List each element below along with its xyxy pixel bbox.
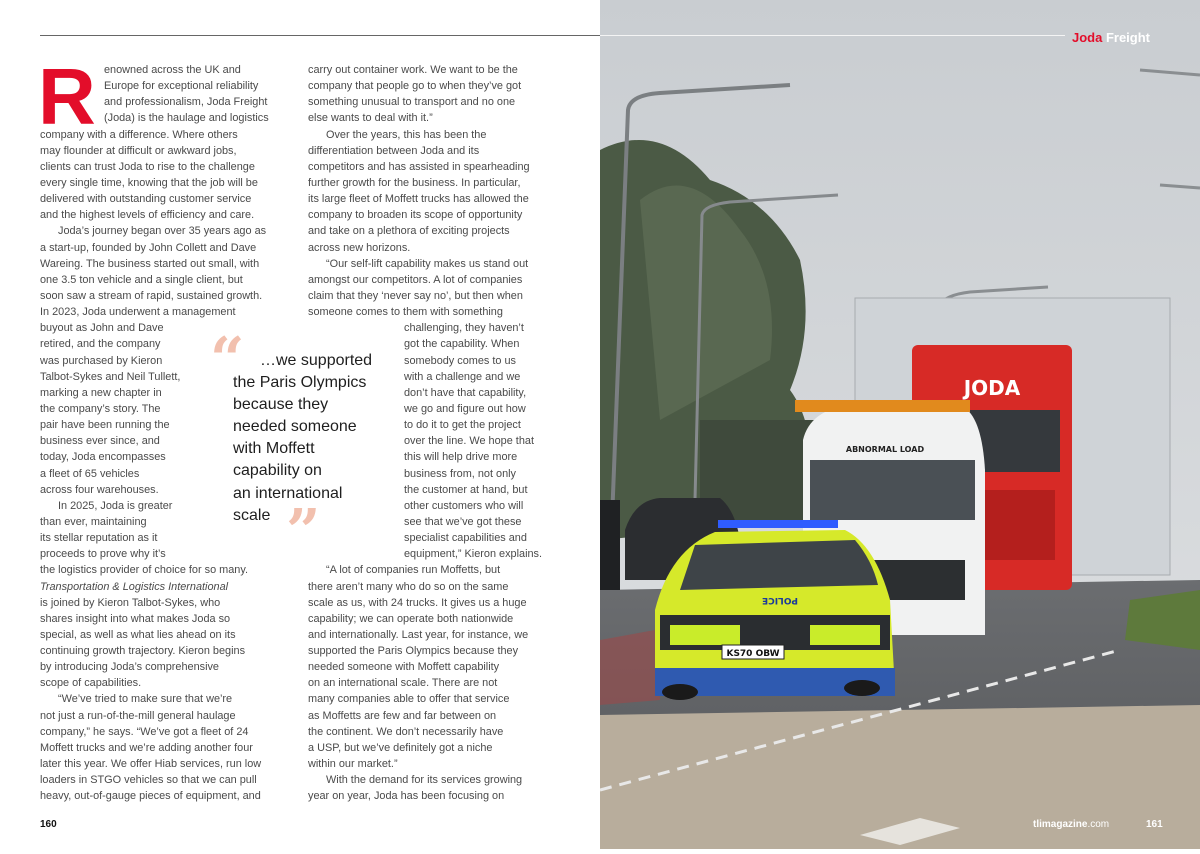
quote-line: because they — [233, 396, 329, 414]
text-line: further growth for the business. In particular, — [308, 176, 521, 189]
text-line: equipment,” Kieron explains. — [404, 548, 543, 561]
text-line: the continent. We don’t necessarily have — [308, 725, 504, 738]
text-line: with a challenge and we — [404, 370, 521, 383]
text-line: many companies able to offer that service — [308, 693, 510, 706]
text-line: special, as well as what lies ahead on its — [40, 628, 236, 641]
text-line: enowned across the UK and — [104, 64, 241, 76]
text-line: else wants to deal with it.” — [308, 112, 433, 125]
text-line: business ever since, and — [40, 435, 160, 448]
text-line: across new horizons. — [308, 241, 411, 254]
hero-photo — [600, 0, 1200, 849]
text-line: “A lot of companies run Moffetts, but — [326, 564, 501, 577]
text-line: within our market.” — [308, 758, 398, 771]
quote-line: with Moffett — [233, 440, 315, 458]
brand-freight: Freight — [1102, 30, 1151, 45]
text-line: pair have been running the — [40, 419, 170, 432]
text-line: the company’s story. The — [40, 402, 161, 415]
text-line: business from, not only — [404, 467, 516, 480]
page-number-left: 160 — [40, 819, 57, 830]
text-line: year on year, Joda has been focusing on — [308, 790, 505, 803]
text-line: differentiation between Joda and its — [308, 144, 480, 157]
header-rule-right — [600, 35, 1065, 36]
police-label: POLICE — [761, 595, 799, 605]
van-sign: ABNORMAL LOAD — [845, 445, 925, 454]
text-line: needed someone with Moffett capability — [308, 661, 500, 674]
text-line: retired, and the company — [40, 338, 161, 351]
close-quote-icon: ” — [286, 497, 321, 567]
text-line: the customer at hand, but — [404, 483, 528, 496]
text-line: don’t have that capability, — [404, 386, 527, 399]
text-line: to do it to get the project — [404, 419, 521, 432]
text-line: With the demand for its services growing — [326, 774, 523, 787]
text-line: a USP, but we’ve definitely got a niche — [308, 741, 493, 754]
text-line: shares insight into what makes Joda so — [40, 612, 231, 625]
site-name: tlimagazine — [1033, 819, 1088, 830]
text-line: is joined by Kieron Talbot-Sykes, who — [40, 596, 221, 609]
text-line: Joda’s journey began over 35 years ago as — [58, 225, 267, 238]
text-line: heavy, out-of-gauge pieces of equipment, and — [40, 790, 261, 803]
text-line: loaders in STGO vehicles so that we can pull — [40, 774, 257, 787]
text-line: this will help drive more — [404, 451, 518, 464]
text-line: Moffett trucks and we’re adding another four — [40, 741, 253, 754]
open-quote-icon: “ — [210, 325, 245, 395]
page-number-right: 161 — [1146, 819, 1163, 830]
text-line: company to broaden its scope of opportunity — [308, 209, 523, 222]
text-line: a fleet of 65 vehicles — [40, 467, 140, 480]
quote-line: the Paris Olympics — [233, 374, 367, 392]
text-line: somebody comes to us — [404, 354, 516, 367]
text-line: specialist capabilities and — [404, 532, 527, 545]
text-line: its stellar reputation as it — [40, 532, 158, 545]
text-line: company,” he says. “We’ve got a fleet of 24 — [40, 725, 249, 738]
text-line: competitors and has assisted in spearheading — [308, 160, 530, 173]
drop-cap: R — [38, 64, 96, 130]
text-line: claim that they ‘never say no’, but then when — [308, 289, 523, 302]
text-line: than ever, maintaining — [40, 515, 147, 528]
text-line: Wareing. The business started out small, with — [40, 257, 260, 270]
header-rule — [40, 35, 600, 36]
text-line: not just a run-of-the-mill general haulage — [40, 709, 236, 722]
text-line: “Our self-lift capability makes us stand out — [326, 257, 529, 270]
text-line: marking a new chapter in — [40, 386, 162, 399]
text-line: there aren’t many who do so on the same — [308, 580, 509, 593]
text-line: other customers who will — [404, 499, 524, 512]
text-line: something unusual to transport and no one — [308, 96, 516, 109]
quote-line: …we supported — [260, 352, 373, 369]
text-line: and take on a plethora of exciting projects — [308, 225, 510, 238]
text-line: on an international scale. There are not — [308, 677, 498, 690]
text-line: continuing growth trajectory. Kieron begins — [40, 645, 246, 658]
text-line: In 2023, Joda underwent a management — [40, 306, 236, 319]
text-line: a start-up, founded by John Collett and Dave — [40, 241, 257, 254]
text-line: (Joda) is the haulage and logistics — [104, 112, 269, 125]
text-line: and the highest levels of efficiency and care. — [40, 209, 255, 222]
text-line: and professionalism, Joda Freight — [104, 96, 268, 109]
text-line: its large fleet of Moffett trucks has allowed the — [308, 193, 529, 206]
text-line: someone comes to them with something — [308, 306, 503, 319]
text-line: got the capability. When — [404, 338, 520, 351]
text-line: In 2025, Joda is greater — [58, 499, 173, 512]
text-line: scale as us, with 24 trucks. It gives us a huge — [308, 596, 527, 609]
text-line: Transportation & Logistics International — [40, 580, 229, 593]
text-line: Europe for exceptional reliability — [104, 80, 259, 93]
section-brand — [1072, 30, 1150, 45]
text-line: clients can trust Joda to rise to the challenge — [40, 160, 255, 173]
quote-line: needed someone — [233, 418, 357, 436]
text-line: the logistics provider of choice for so many. — [40, 564, 249, 577]
text-line: scope of capabilities. — [40, 677, 142, 690]
quote-line: capability on — [233, 462, 322, 480]
text-line: supported the Paris Olympics because they — [308, 645, 519, 658]
text-line: capability; we can operate both nationwide — [308, 612, 514, 625]
text-line: and internationally. Last year, for instance, we — [308, 628, 529, 641]
text-line: over the line. We hope that — [404, 435, 534, 448]
text-line: Talbot-Sykes and Neil Tullett, — [40, 370, 181, 383]
text-line: every single time, knowing that the job will be — [40, 176, 258, 189]
text-line: across four warehouses. — [40, 483, 159, 496]
text-line: later this year. We offer Hiab services, run low — [40, 758, 262, 771]
text-line: soon saw a stream of rapid, sustained growth. — [40, 289, 263, 302]
text-line: as Moffetts are few and far between on — [308, 709, 497, 722]
truck-logo: JODA — [963, 376, 1021, 400]
text-line: “We’ve tried to make sure that we’re — [58, 693, 233, 706]
text-line: challenging, they haven’t — [404, 322, 524, 335]
text-line: by introducing Joda’s comprehensive — [40, 661, 219, 674]
text-line: amongst our competitors. A lot of companies — [308, 273, 523, 286]
text-line: company with a difference. Where others — [40, 128, 238, 141]
text-line: proceeds to prove why it’s — [40, 548, 166, 561]
quote-line: an international — [233, 484, 343, 502]
text-line: delivered with outstanding customer service — [40, 193, 252, 206]
text-line: carry out container work. We want to be the — [308, 64, 518, 76]
text-line: we go and figure out how — [404, 402, 526, 415]
text-line: may flounder at difficult or awkward jobs, — [40, 144, 237, 157]
quote-line: scale — [233, 506, 271, 524]
site-tld: .com — [1087, 819, 1110, 830]
text-line: Over the years, this has been the — [326, 128, 487, 141]
text-line: one 3.5 ton vehicle and a single client, but — [40, 273, 243, 286]
text-line: company that people go to when they’ve got — [308, 80, 522, 93]
text-line: see that we’ve got these — [404, 515, 522, 528]
text-line: today, Joda encompasses — [40, 451, 166, 464]
site-url — [1033, 819, 1109, 830]
brand-joda: Joda — [1072, 30, 1103, 45]
text-line: was purchased by Kieron — [40, 354, 163, 367]
number-plate: KS70 OBW — [726, 649, 780, 659]
text-line: buyout as John and Dave — [40, 322, 164, 335]
